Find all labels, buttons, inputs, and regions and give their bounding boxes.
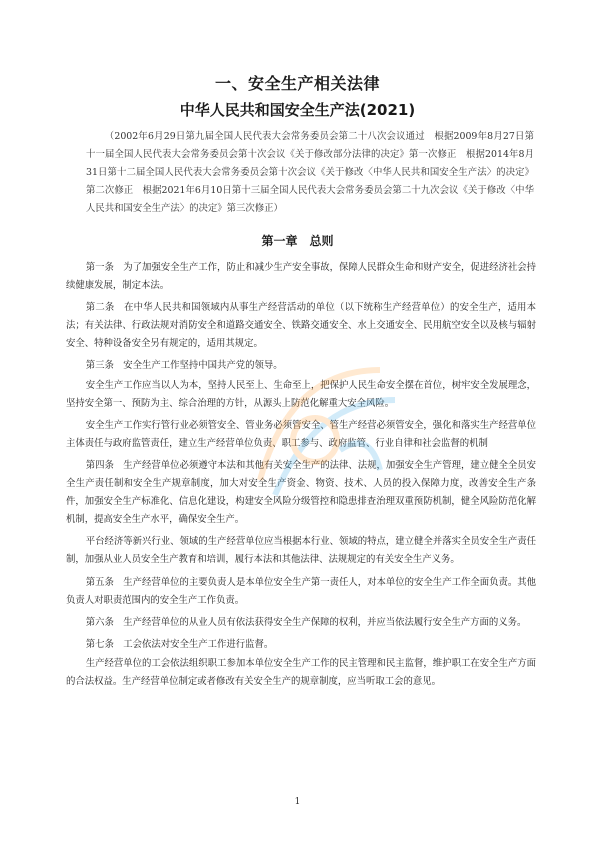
article-5: 第五条 生产经营单位的主要负责人是本单位安全生产第一责任人，对本单位的安全生产工作全面负责。其他负责人对职责范围内的安全生产工作负责。	[66, 576, 536, 606]
article-3-para-2: 安全生产工作应当以人为本，坚持人民至上、生命至上，把保护人民生命安全摆在首位，树牢安全发展理念，坚持安全第一、预防为主、综合治理的方针，从源头上防范化解重大安全风险。	[66, 379, 536, 409]
page-number: 1	[294, 797, 301, 807]
section-heading: 一、安全生产相关法律	[214, 74, 380, 93]
law-title: 中华人民共和国安全生产法(2021)	[179, 101, 416, 119]
article-6: 第六条 生产经营单位的从业人员有依法获得安全生产保障的权利，并应当依法履行安全生产方面的义务。	[85, 616, 527, 628]
article-2: 第二条 在中华人民共和国领域内从事生产经营活动的单位（以下统称生产经营单位）的安全生产，适用本法；有关法律、行政法规对消防安全和道路交通安全、铁路交通安全、水上交通安全、民用航空安全以及核与辐射安全、特种设备安全另有规定的，适用其规定。	[66, 302, 536, 350]
article-4: 第四条 生产经营单位必须遵守本法和其他有关安全生产的法律、法规，加强安全生产管理，建立健全全员安全生产责任制和安全生产规章制度，加大对安全生产资金、物资、技术、人员的投入保障力度，改善安全生产条件，加强安全生产标准化、信息化建设，构建安全风险分级管控和隐患排查治理双重预防机制，健全风险防范化解机制，提高安全生产水平，确保安全生产。	[66, 459, 536, 526]
article-7: 第七条 工会依法对安全生产工作进行监督。	[85, 638, 274, 650]
article-7-para-2: 生产经营单位的工会依法组织职工参加本单位安全生产工作的民主管理和民主监督，维护职工在安全生产方面的合法权益。生产经营单位制定或者修改有关安全生产的规章制度，应当听取工会的意见。	[66, 657, 536, 687]
article-4-para-2: 平台经济等新兴行业、领域的生产经营单位应当根据本行业、领域的特点，建立健全并落实全员安全生产责任制，加强从业人员安全生产教育和培训，履行本法和其他法律、法规规定的有关安全生产义务。	[66, 536, 536, 566]
article-1: 第一条 为了加强安全生产工作，防止和减少生产安全事故，保障人民群众生命和财产安全，促进经济社会持续健康发展，制定本法。	[66, 262, 536, 292]
article-3-para-3: 安全生产工作实行管行业必须管安全、管业务必须管安全、管生产经营必须管安全，强化和落实生产经营单位主体责任与政府监管责任，建立生产经营单位负责、职工参与、政府监管、行业自律和社会监督的机制	[66, 419, 536, 449]
article-3: 第三条 安全生产工作坚持中国共产党的领导。	[85, 360, 283, 372]
chapter-title: 第一章 总则	[261, 234, 334, 248]
article-body	[66, 259, 536, 695]
amendment-note: （2002年6月29日第九届全国人民代表大会常务委员会第二十八次会议通过 根据2009年8月27日第十一届全国人民代表大会常务委员会第十次会议《关于修改部分法律的决定》第一次修正 根据2014年8月31日第十二届全国人民代表大会常务委员会第十次会议《关于修改〈中华人民共和国安全生产法〉的决定》第二次修正 根据2021年6月10日第十三届全国人民代表大会常务委员会第二十九次会议《关于修改〈中华人民共和国安全生产法〉的决定》第三次修正）	[86, 131, 534, 214]
